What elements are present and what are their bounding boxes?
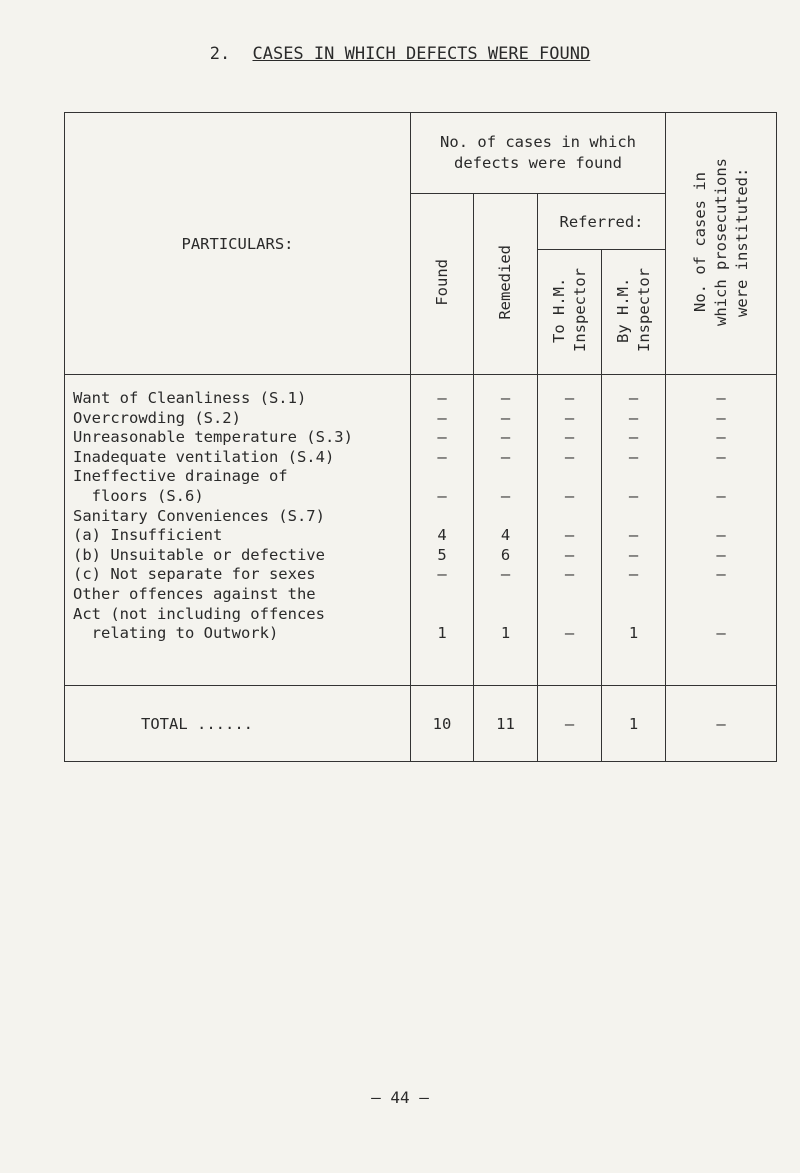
spacer: [411, 467, 473, 487]
cell-prosecutions: –: [716, 545, 726, 564]
row-description-line: Other offences against the: [73, 584, 316, 603]
total-found: 10: [411, 686, 474, 762]
row-description-line: Act (not including offences: [73, 604, 325, 623]
cell-prosecutions: –: [716, 408, 726, 427]
cell-prosecutions: –: [716, 565, 726, 584]
cell-remedied: –: [500, 408, 511, 427]
spacer: [538, 605, 601, 625]
cell-by-hmi: –: [628, 389, 639, 407]
cell-prosecutions: –: [716, 389, 726, 407]
remedied-header-cell: [474, 194, 538, 375]
spacer: [474, 585, 537, 605]
referred-header: Referred:: [538, 194, 666, 250]
cell-prosecutions: –: [716, 526, 726, 545]
found-header: Found: [432, 258, 451, 306]
row-description-line: Want of Cleanliness (S.1): [73, 389, 307, 407]
by-hmi-header-cell: [602, 250, 666, 375]
row-description-line: relating to Outwork): [73, 624, 279, 643]
cell-by-hmi: –: [628, 565, 639, 584]
row-description-line: Unreasonable temperature (S.3): [73, 428, 353, 447]
row-description-line: (c) Not separate for sexes: [73, 565, 316, 584]
row-description-line: Ineffective drainage of: [73, 467, 288, 486]
cell-remedied: –: [500, 389, 511, 407]
cell-found: [411, 507, 473, 527]
cell-remedied: 4: [500, 526, 511, 545]
cell-to-hmi: –: [564, 389, 575, 407]
total-to-hmi: –: [538, 686, 602, 762]
cell-to-hmi: –: [564, 428, 575, 447]
cell-found: –: [437, 565, 447, 584]
cell-to-hmi: [538, 507, 601, 527]
spacer: [602, 585, 665, 605]
cell-to-hmi: –: [564, 624, 575, 643]
spacer: [666, 467, 776, 487]
cell-to-hmi: –: [564, 447, 575, 466]
cell-by-hmi: [602, 507, 665, 527]
spacer: [666, 585, 776, 605]
total-by-hmi: 1: [602, 686, 666, 762]
cell-remedied: 6: [500, 545, 511, 564]
cell-to-hmi: –: [564, 545, 575, 564]
spacer: [411, 585, 473, 605]
cell-remedied: –: [500, 565, 511, 584]
cell-by-hmi: –: [628, 447, 639, 466]
cell-found: –: [437, 389, 447, 407]
cell-found: –: [437, 486, 447, 505]
prosecutions-column: [666, 375, 777, 686]
cell-to-hmi: –: [564, 486, 575, 505]
cell-remedied: –: [500, 486, 511, 505]
row-description-line: (b) Unsuitable or defective: [73, 545, 325, 564]
spacer: [666, 605, 776, 625]
cell-found: –: [437, 408, 447, 427]
total-label: TOTAL ......: [65, 686, 411, 762]
spacer: [474, 467, 537, 487]
cell-prosecutions: –: [716, 486, 726, 505]
total-remedied: 11: [474, 686, 538, 762]
by-hmi-header: By H.M. Inspector: [613, 268, 653, 352]
cell-by-hmi: –: [628, 526, 639, 545]
cell-found: 4: [437, 526, 447, 545]
cell-remedied: [474, 507, 537, 527]
cases-header: No. of cases in which defects were found: [411, 113, 666, 194]
cell-prosecutions: –: [716, 428, 726, 447]
spacer: [538, 467, 601, 487]
cell-to-hmi: –: [564, 526, 575, 545]
remedied-column: [474, 375, 538, 686]
cell-by-hmi: 1: [628, 624, 639, 643]
cell-found: –: [437, 428, 447, 447]
prosecutions-header: No. of cases in which prosecutions were instituted:: [690, 157, 751, 326]
row-description-line: (a) Insufficient: [73, 526, 223, 545]
to-hmi-header-cell: [538, 250, 602, 375]
section-title: CASES IN WHICH DEFECTS WERE FOUND: [252, 44, 591, 64]
cell-prosecutions: –: [716, 624, 726, 643]
particulars-header: PARTICULARS:: [65, 113, 411, 375]
cell-found: 1: [437, 624, 447, 643]
cell-remedied: –: [500, 428, 511, 447]
cell-remedied: –: [500, 447, 511, 466]
to-hmi-header: To H.M. Inspector: [549, 268, 589, 352]
cell-by-hmi: –: [628, 545, 639, 564]
cell-by-hmi: –: [628, 486, 639, 505]
spacer: [602, 467, 665, 487]
section-number: 2.: [209, 44, 231, 64]
row-description-line: Inadequate ventilation (S.4): [73, 447, 335, 466]
cell-found: 5: [437, 545, 447, 564]
found-header-cell: [411, 194, 474, 375]
cell-by-hmi: –: [628, 428, 639, 447]
total-row: [65, 686, 777, 762]
particulars-column: [65, 375, 411, 686]
cell-found: –: [437, 447, 447, 466]
cell-prosecutions: –: [716, 447, 726, 466]
cell-prosecutions: [666, 507, 776, 527]
defects-table: [64, 112, 777, 762]
remedied-header: Remedied: [496, 244, 515, 320]
to-hmi-column: [538, 375, 602, 686]
row-description-line: floors (S.6): [73, 486, 204, 505]
cell-to-hmi: –: [564, 565, 575, 584]
table-body: [65, 375, 777, 686]
spacer: [474, 605, 537, 625]
page-number: – 44 –: [371, 1088, 429, 1107]
row-description-line: Sanitary Conveniences (S.7): [73, 506, 325, 525]
found-column: [411, 375, 474, 686]
cell-remedied: 1: [500, 624, 511, 643]
spacer: [411, 605, 473, 625]
cell-to-hmi: –: [564, 408, 575, 427]
row-description-line: Overcrowding (S.2): [73, 408, 241, 427]
spacer: [602, 605, 665, 625]
page-heading: [0, 44, 800, 64]
spacer: [538, 585, 601, 605]
by-hmi-column: [602, 375, 666, 686]
prosecutions-header-cell: [666, 113, 777, 375]
total-prosecutions: –: [666, 686, 777, 762]
cell-by-hmi: –: [628, 408, 639, 427]
